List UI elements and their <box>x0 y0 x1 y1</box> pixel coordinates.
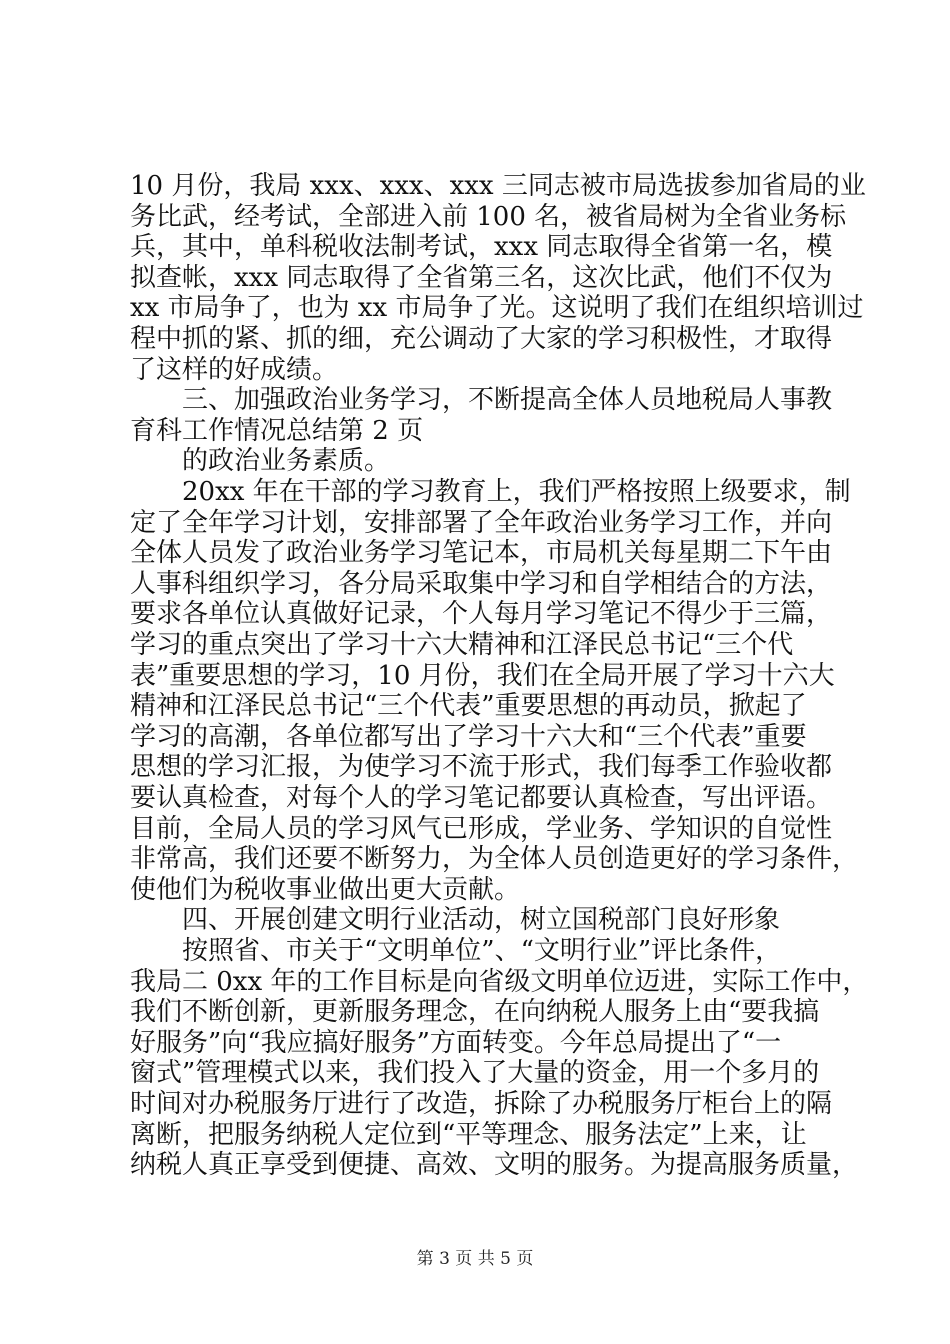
text-line: xx 市局争了，也为 xx 市局争了光。这说明了我们在组织培训过 <box>130 293 864 323</box>
text-line: 要认真检查，对每个人的学习笔记都要认真检查，写出评语。 <box>130 783 833 813</box>
text-line: 学习的高潮，各单位都写出了学习十六大和“三个代表”重要 <box>130 722 807 752</box>
text-line: 兵，其中，单科税收法制考试，xxx 同志取得全省第一名，模 <box>130 232 833 262</box>
text-line: 了这样的好成绩。 <box>130 355 339 385</box>
paragraph-start: 20xx 年在干部的学习教育上，我们严格按照上级要求，制 <box>182 477 851 507</box>
text-line: 目前，全局人员的学习风气已形成，学业务、学知识的自觉性 <box>130 814 833 844</box>
text-line: 非常高，我们还要不断努力，为全体人员创造更好的学习条件， <box>130 844 859 874</box>
text-line: 思想的学习汇报，为使学习不流于形式，我们每季工作验收都 <box>130 752 833 782</box>
text-line: 要求各单位认真做好记录，个人每月学习笔记不得少于三篇， <box>130 599 833 629</box>
text-line: 精神和江泽民总书记“三个代表”重要思想的再动员，掀起了 <box>130 691 807 721</box>
text-line: 人事科组织学习，各分局采取集中学习和自学相结合的方法， <box>130 569 833 599</box>
section-heading-3: 三、加强政治业务学习，不断提高全体人员地税局人事教 <box>182 385 833 415</box>
text-line: 的政治业务素质。 <box>182 446 391 476</box>
text-line: 我们不断创新，更新服务理念，在向纳税人服务上由“要我搞 <box>130 997 820 1027</box>
text-line: 好服务”向“我应搞好服务”方面转变。今年总局提出了“一 <box>130 1028 782 1058</box>
section-heading-3-cont: 育科工作情况总结第 2 页 <box>130 416 424 446</box>
text-line: 学习的重点突出了学习十六大精神和江泽民总书记“三个代 <box>130 630 794 660</box>
text-line: 纳税人真正享受到便捷、高效、文明的服务。为提高服务质量， <box>130 1150 859 1180</box>
text-line: 程中抓的紧、抓的细，充公调动了大家的学习积极性，才取得 <box>130 324 833 354</box>
text-line: 窗式”管理模式以来，我们投入了大量的资金，用一个多月的 <box>130 1058 820 1088</box>
text-line: 使他们为税收事业做出更大贡献。 <box>130 875 521 905</box>
text-line: 时间对办税服务厅进行了改造，拆除了办税服务厅柜台上的隔 <box>130 1089 833 1119</box>
text-line: 表”重要思想的学习，10 月份，我们在全局开展了学习十六大 <box>130 661 835 691</box>
paragraph-start: 按照省、市关于“文明单位”、“文明行业”评比条件， <box>182 936 782 966</box>
text-line: 定了全年学习计划，安排部署了全年政治业务学习工作，并向 <box>130 508 833 538</box>
text-line: 10 月份，我局 xxx、xxx、xxx 三同志被市局选拔参加省局的业 <box>130 171 866 201</box>
page-footer: 第 3 页 共 5 页 <box>416 1249 534 1269</box>
text-line: 拟查帐，xxx 同志取得了全省第三名，这次比武，他们不仅为 <box>130 263 833 293</box>
text-line: 务比武，经考试，全部进入前 100 名，被省局树为全省业务标 <box>130 202 847 232</box>
text-line: 离断，把服务纳税人定位到“平等理念、服务法定”上来，让 <box>130 1120 807 1150</box>
section-heading-4: 四、开展创建文明行业活动，树立国税部门良好形象 <box>182 905 781 935</box>
text-line: 我局二 0xx 年的工作目标是向省级文明单位迈进，实际工作中， <box>130 967 869 997</box>
text-line: 全体人员发了政治业务学习笔记本，市局机关每星期二下午由 <box>130 538 833 568</box>
